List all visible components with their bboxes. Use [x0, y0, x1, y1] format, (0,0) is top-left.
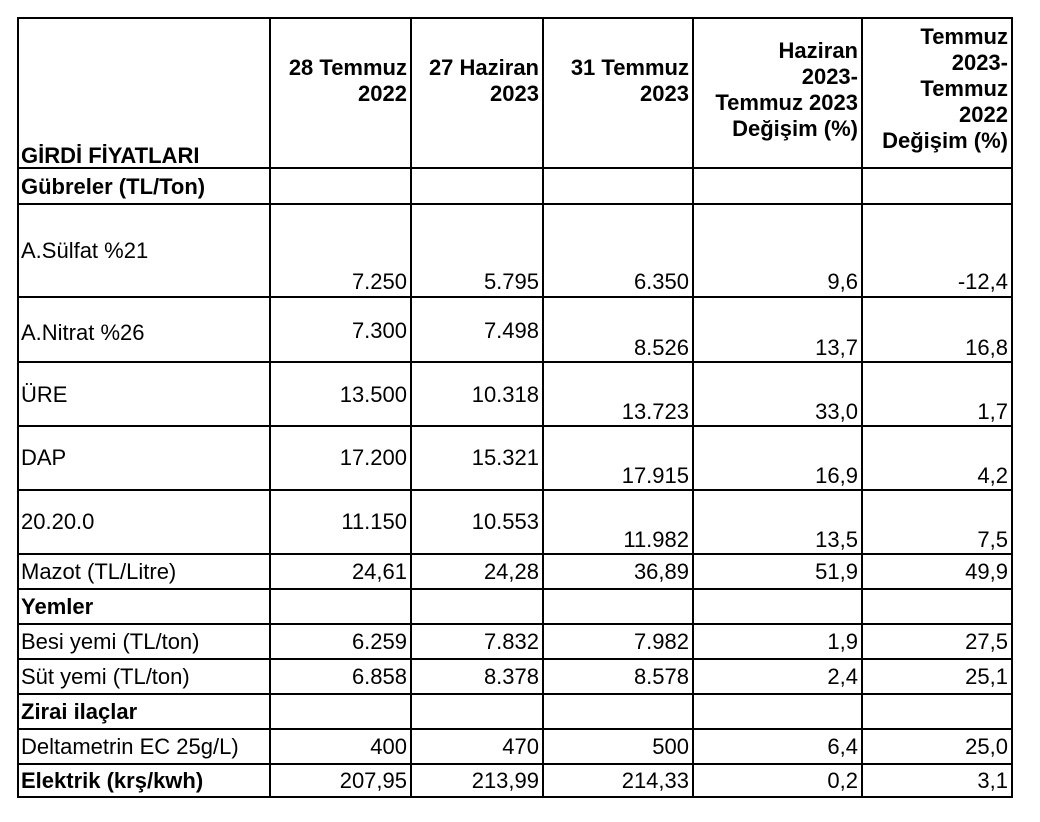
cell-value: 51,9 — [815, 559, 858, 584]
cell-value: 470 — [502, 734, 539, 759]
cell-value: 2,4 — [827, 664, 858, 689]
cell-value: 25,1 — [965, 664, 1008, 689]
cell-value: 7.982 — [633, 629, 689, 654]
column-header-haziran-temmuz-2023-degisim: Haziran 2023- Temmuz 2023 Değişim (%) — [715, 38, 858, 141]
cell-value: 17.200 — [339, 445, 407, 470]
row-label-a-nitrat: A.Nitrat %26 — [21, 320, 145, 345]
row-label-deltametrin: Deltametrin EC 25g/L) — [21, 734, 239, 759]
cell-value: -12,4 — [957, 269, 1008, 294]
cell-value: 400 — [370, 734, 407, 759]
grid-line — [17, 588, 1013, 590]
cell-value: 8.526 — [633, 335, 689, 360]
row-label-a-sulfat: A.Sülfat %21 — [21, 238, 149, 263]
column-header-temmuz-2023-2022-degisim: Temmuz 2023- Temmuz 2022 Değişim (%) — [882, 24, 1008, 153]
cell-value: 4,2 — [977, 463, 1008, 488]
cell-value: 10.318 — [471, 382, 539, 407]
column-header-28-temmuz-2022: 28 Temmuz 2022 — [288, 55, 407, 106]
row-label-sut-yemi: Süt yemi (TL/ton) — [21, 664, 190, 689]
grid-line — [269, 17, 271, 798]
cell-value: 25,0 — [965, 734, 1008, 759]
grid-line — [17, 658, 1013, 660]
cell-value: 24,61 — [351, 559, 407, 584]
cell-value: 7.832 — [483, 629, 539, 654]
grid-line — [17, 17, 19, 798]
row-label-besi-yemi: Besi yemi (TL/ton) — [21, 629, 200, 654]
cell-value: 207,95 — [339, 768, 407, 793]
section-label-yemler: Yemler — [21, 594, 94, 619]
cell-value: 49,9 — [965, 559, 1008, 584]
grid-line — [17, 361, 1013, 363]
cell-value: 13.723 — [621, 399, 689, 424]
grid-line — [17, 553, 1013, 555]
cell-value: 13,7 — [815, 335, 858, 360]
cell-value: 27,5 — [965, 629, 1008, 654]
cell-value: 213,99 — [471, 768, 539, 793]
row-label-mazot: Mazot (TL/Litre) — [21, 559, 177, 584]
grid-line — [861, 17, 863, 798]
cell-value: 6.259 — [351, 629, 407, 654]
grid-line — [410, 17, 412, 798]
grid-line — [17, 17, 1013, 19]
cell-value: 8.578 — [633, 664, 689, 689]
row-label-20-20-0: 20.20.0 — [21, 509, 95, 534]
grid-line — [17, 763, 1013, 765]
grid-line — [17, 623, 1013, 625]
cell-value: 9,6 — [827, 269, 858, 294]
cell-value: 3,1 — [977, 768, 1008, 793]
cell-value: 17.915 — [621, 463, 689, 488]
grid-line — [17, 728, 1013, 730]
cell-value: 10.553 — [471, 509, 539, 534]
row-label-elektrik: Elektrik (krş/kwh) — [21, 768, 204, 793]
cell-value: 8.378 — [483, 664, 539, 689]
cell-value: 11.982 — [623, 527, 689, 552]
cell-value: 214,33 — [621, 768, 689, 793]
girdi-fiyatlari-table — [17, 17, 1013, 798]
grid-line — [1011, 17, 1013, 798]
cell-value: 11.150 — [341, 509, 407, 534]
cell-value: 13,5 — [815, 527, 858, 552]
cell-value: 7,5 — [977, 527, 1008, 552]
grid-line — [692, 17, 694, 798]
corner-header: GİRDİ FİYATLARI — [21, 143, 200, 168]
grid-line — [17, 489, 1013, 491]
cell-value: 15.321 — [471, 445, 539, 470]
cell-value: 33,0 — [815, 399, 858, 424]
column-header-27-haziran-2023: 27 Haziran 2023 — [428, 55, 539, 106]
row-label-ure: ÜRE — [21, 382, 68, 407]
cell-value: 0,2 — [827, 768, 858, 793]
cell-value: 7.498 — [483, 318, 539, 343]
cell-value: 1,9 — [827, 629, 858, 654]
cell-value: 16,9 — [815, 463, 858, 488]
cell-value: 500 — [652, 734, 689, 759]
cell-value: 6.858 — [351, 664, 407, 689]
grid-line — [17, 796, 1013, 798]
cell-value: 6.350 — [633, 269, 689, 294]
column-header-31-temmuz-2023: 31 Temmuz 2023 — [570, 55, 689, 106]
grid-line — [17, 425, 1013, 427]
section-label-gubreler: Gübreler (TL/Ton) — [21, 174, 206, 199]
cell-value: 7.250 — [351, 269, 407, 294]
section-label-zirai-ilaclar: Zirai ilaçlar — [21, 699, 138, 724]
grid-line — [17, 693, 1013, 695]
cell-value: 24,28 — [483, 559, 539, 584]
grid-line — [542, 17, 544, 798]
cell-value: 5.795 — [483, 269, 539, 294]
row-label-dap: DAP — [21, 445, 67, 470]
grid-line — [17, 296, 1013, 298]
cell-value: 13.500 — [339, 382, 407, 407]
cell-value: 16,8 — [965, 335, 1008, 360]
cell-value: 36,89 — [633, 559, 689, 584]
cell-value: 1,7 — [977, 399, 1008, 424]
cell-value: 6,4 — [827, 734, 858, 759]
grid-line — [17, 203, 1013, 205]
cell-value: 7.300 — [351, 318, 407, 343]
